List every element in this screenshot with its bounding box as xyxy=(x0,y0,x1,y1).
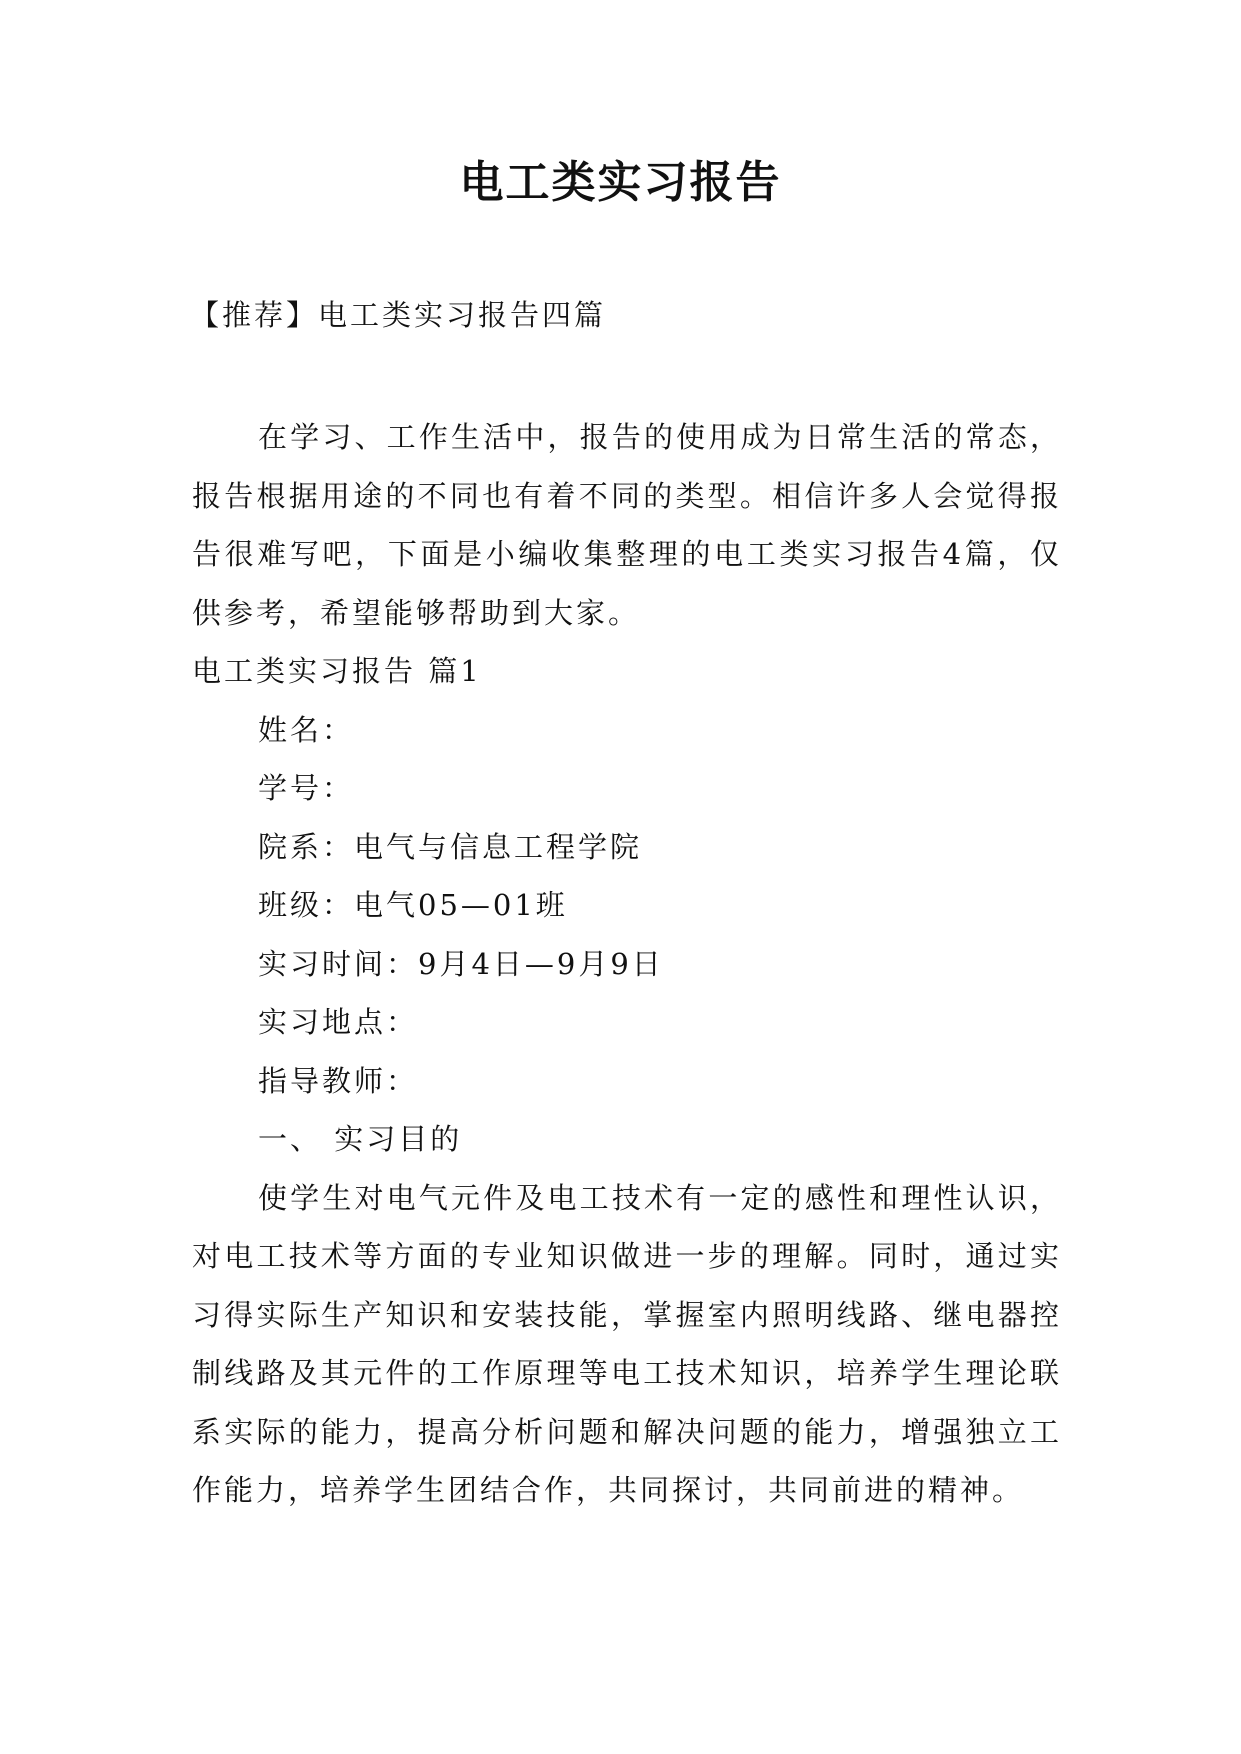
field-internship-location: 实习地点： xyxy=(258,1005,419,1039)
purpose-paragraph: 使学生对电气元件及电工技术有一定的感性和理性认识，对电工技术等方面的专业知识做进一步的理解。同时，通过实习得实际生产知识和安装技能，掌握室内照明线路、继电器控制线路及其元件的工作原理等电工技术知识，培养学生理论联系实际的能力，提高分析问题和解决问题的能力，增强独立工作能力，培养学生团结合作，共同探讨，共同前进的精神。 xyxy=(192,1180,1062,1507)
field-student-id: 学号： xyxy=(258,771,355,805)
document-subtitle: 【推荐】电工类实习报告四篇 xyxy=(190,298,607,332)
document-body xyxy=(192,408,1062,1520)
field-department: 院系：电气与信息工程学院 xyxy=(258,829,643,864)
field-name: 姓名： xyxy=(258,712,355,747)
intro-paragraph: 在学习、工作生活中，报告的使用成为日常生活的常态，报告根据用途的不同也有着不同的类型。相信许多人会觉得报告很难写吧，下面是小编收集整理的电工类实习报告4篇，仅供参考，希望能够帮助到大家。 xyxy=(192,420,1062,630)
purpose-heading: 一、 实习目的 xyxy=(258,1122,463,1156)
field-internship-time: 实习时间：9月4日—9月9日 xyxy=(258,946,664,981)
field-advisor: 指导教师： xyxy=(258,1063,419,1098)
document-title: 电工类实习报告 xyxy=(459,157,782,208)
field-class: 班级：电气05—01班 xyxy=(258,888,568,922)
section-heading: 电工类实习报告 篇1 xyxy=(192,654,482,688)
